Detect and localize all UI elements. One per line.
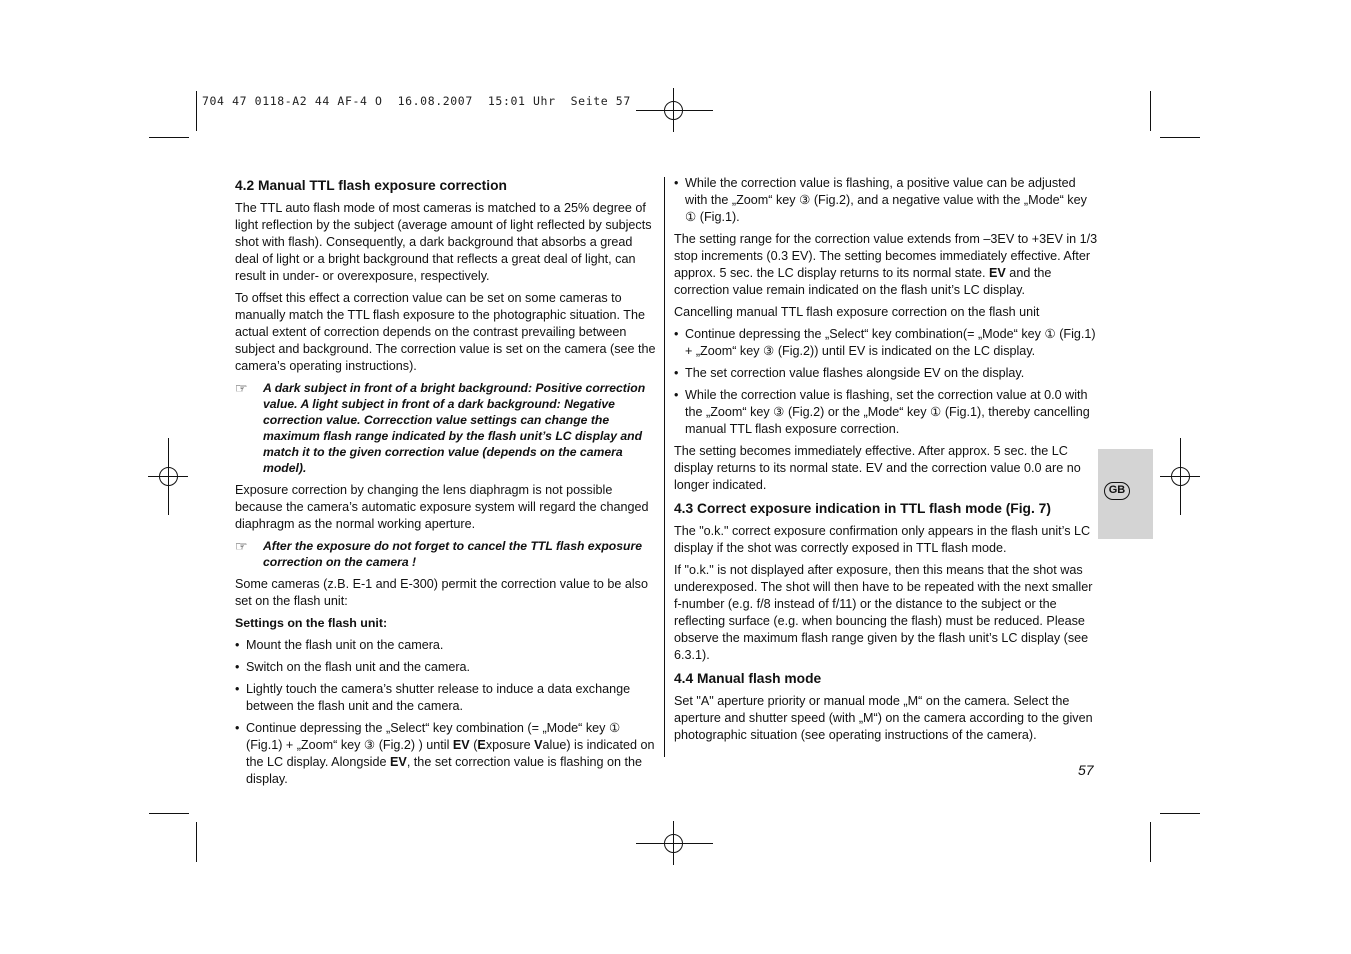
list-item: • While the correction value is flashing, set the correction value at 0.0 with the „Zoom“ key ③ (Fig.2) or the „Mode“ key ① (Fig.1), thereby cancelling manual TTL flash exposure correction. [674,388,1090,436]
note-text: A dark subject in front of a bright background: Positive correction value. A light subject in front of a dark background: Negative correction value. Correcction value settings can change the maximum flash range indicated by the flash unit’s LC display and match it to the given correction value (depends on the camera model). [263,381,646,475]
list-item: • While the correction value is flashing, a positive value can be adjusted with the „Zoom“ key ③ (Fig.2), and a negative value with the „Mode“ key ① (Fig.1). [674,176,1087,224]
paragraph: The TTL auto flash mode of most cameras is matched to a 25% degree of light reflection by the subject (average amount of light reflected by subjects shot with flash). Consequently, a dark background that absorbs a gread deal of light or a bright background that reflects a great deal of light, can result in under- or overexposure, respectively. [235,201,652,283]
page-number: 57 [1078,762,1094,778]
language-badge: GB [1104,482,1130,500]
list-item: • Mount the flash unit on the camera. [235,638,444,652]
pointing-hand-icon: ☞ [235,380,248,396]
paragraph: To offset this effect a correction value can be set on some cameras to manually match the TTL flash exposure to the photographic situation. The actual extent of correction depends on the contrast prevailing between subject and background. The correction value is set on the camera (see the camera’s operating instructions). [235,291,656,373]
note [235,538,659,570]
note-text: After the exposure do not forget to cancel the TTL flash exposure correction on the camera ! [263,539,642,569]
list-item: • Continue depressing the „Select“ key combination (= „Mode“ key ① (Fig.1) + „Zoom“ key ③ (Fig.2) ) until EV (Exposure Value) is indicated on the LC display. Alongside EV, the set correction value is flashing on the display. [235,721,655,786]
print-header: 704 47 0118-A2 44 AF-4 O 16.08.2007 15:01 Uhr Seite 57 [202,94,631,108]
list-item: • Continue depressing the „Select“ key combination(= „Mode“ key ① (Fig.1) + „Zoom“ key ③ (Fig.2)) until EV is indicated on the LC display. [674,327,1096,358]
section-heading-4-4: 4.4 Manual flash mode [674,671,822,686]
left-column [235,176,659,793]
paragraph: The setting becomes immediately effective. After approx. 5 sec. the LC display returns to its normal state. EV and the correction value 0.0 are no longer indicated. [674,444,1081,492]
list-item: • The set correction value flashes alongside EV on the display. [674,366,1025,380]
pointing-hand-icon: ☞ [235,538,248,554]
paragraph: If "o.k." is not displayed after exposure, then this means that the shot was underexposed. The shot will then have to be repeated with the next smaller f-number (e.g. f/8 instead of f/11) or the distance to the subject or the reflecting surface (e.g. when bouncing the flash) must be reduced. Please observe the maximum flash range given by the flash unit’s LC display (see 6.3.1). [674,563,1093,662]
note [235,380,659,476]
list-item: • Switch on the flash unit and the camera. [235,660,471,674]
right-column [674,175,1098,749]
paragraph: The setting range for the correction value extends from –3EV to +3EV in 1/3 stop increments (0.3 EV). The setting becomes immediately effective. After approx. 5 sec. the LC display returns to its normal state. EV and the correction value remain indicated on the flash unit’s LC display. [674,232,1098,297]
paragraph: Set "A" aperture priority or manual mode „M“ on the camera. Select the aperture and shutter speed (with „M“) on the camera according to the given photographic situation (see operating instructions of the camera). [674,694,1093,742]
subheading-settings: Settings on the flash unit: [235,616,388,630]
column-divider [664,177,665,757]
paragraph: Cancelling manual TTL flash exposure correction on the flash unit [674,305,1040,319]
paragraph: The "o.k." correct exposure confirmation only appears in the flash unit’s LC display if the shot was correctly exposed in TTL flash mode. [674,524,1091,555]
paragraph: Some cameras (z.B. E-1 and E-300) permit the correction value to be also set on the flash unit: [235,577,648,608]
section-heading-4-3: 4.3 Correct exposure indication in TTL flash mode (Fig. 7) [674,501,1051,516]
section-heading-4-2: 4.2 Manual TTL flash exposure correction [235,178,507,193]
paragraph: Exposure correction by changing the lens diaphragm is not possible because the camera’s automatic exposure system will regard the changed diaphragm as the normal working aperture. [235,483,649,531]
list-item: • Lightly touch the camera’s shutter release to induce a data exchange between the flash unit and the camera. [235,682,631,713]
